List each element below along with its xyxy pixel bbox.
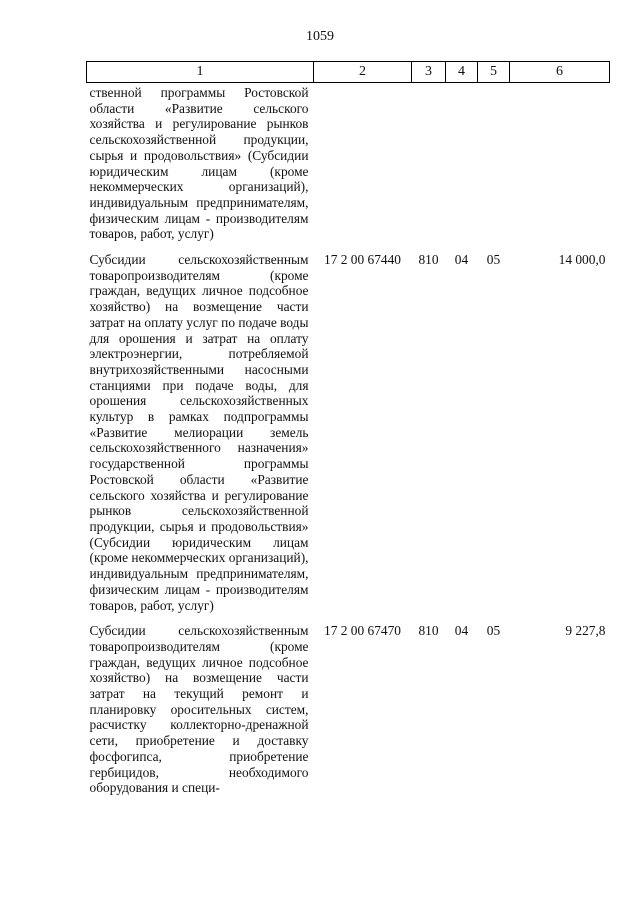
row-description: Субсидии сельскохозяйственным товаропроизводителям (кроме граждан, ведущих личное подсобное хозяйство) на возмещение части затрат на оплату услуг по подаче воды для орошения и затрат на оплату электроэнергии, потребляемой внутрихозяйственными насосными станциями при подаче воды, для орошения сельскохозяйственных культур в рамках подпрограммы «Развитие мелиорации земель сельскохозяйственного назначения» государственной программы Ростовской области «Развитие сельского хозяйства и регулирование рынков сельскохозяйственной продукции, сырья и продовольствия» (Субсидии юридическим лицам (кроме некоммерческих организаций), индивидуальным предпринимателям, физическим лицам - производителям товаров, работ, услуг) <box>89 252 309 613</box>
budget-table <box>86 61 610 803</box>
row-col5 <box>478 83 510 250</box>
row-col4 <box>446 83 478 250</box>
page-number: 1059 <box>306 29 334 44</box>
table-row <box>87 620 610 803</box>
row-col3: 810 <box>418 623 439 639</box>
row-description: Субсидии сельскохозяйственным товаропроизводителям (кроме граждан, ведущих личное подсобное хозяйство) на возмещение части затрат на текущий ремонт и планировку оросительных систем, расчистку коллекторно-дренажной сети, приобретение и доставку фосфогипса, приобретение гербицидов, необходимого оборудования и специ- <box>89 623 309 796</box>
row-amount: 9 227,8 <box>565 623 606 639</box>
column-header: 6 <box>510 62 610 83</box>
row-amount <box>510 83 610 250</box>
column-header: 2 <box>314 62 412 83</box>
row-col5: 05 <box>486 623 501 639</box>
row-col4: 04 <box>454 252 469 268</box>
row-col4: 04 <box>454 623 469 639</box>
table-header-row <box>87 62 610 83</box>
column-header: 5 <box>478 62 510 83</box>
row-col3 <box>412 83 446 250</box>
table-row <box>87 83 610 250</box>
row-description: ственной программы Ростовской области «Развитие сельского хозяйства и регулирование рынков сельскохозяйственной продукции, сырья и продовольствия» (Субсидии юридическим лицам (кроме некоммерческих организаций), индивидуальным предпринимателям, физическим лицам - производителям товаров, работ, услуг) <box>89 85 309 242</box>
column-header: 4 <box>446 62 478 83</box>
row-amount: 14 000,0 <box>558 252 606 268</box>
row-code <box>314 83 412 250</box>
table-row <box>87 249 610 620</box>
row-code: 17 2 00 67440 <box>324 252 401 268</box>
row-code: 17 2 00 67470 <box>324 623 401 639</box>
column-header: 3 <box>412 62 446 83</box>
row-col3: 810 <box>418 252 439 268</box>
column-header: 1 <box>87 62 314 83</box>
row-col5: 05 <box>486 252 501 268</box>
